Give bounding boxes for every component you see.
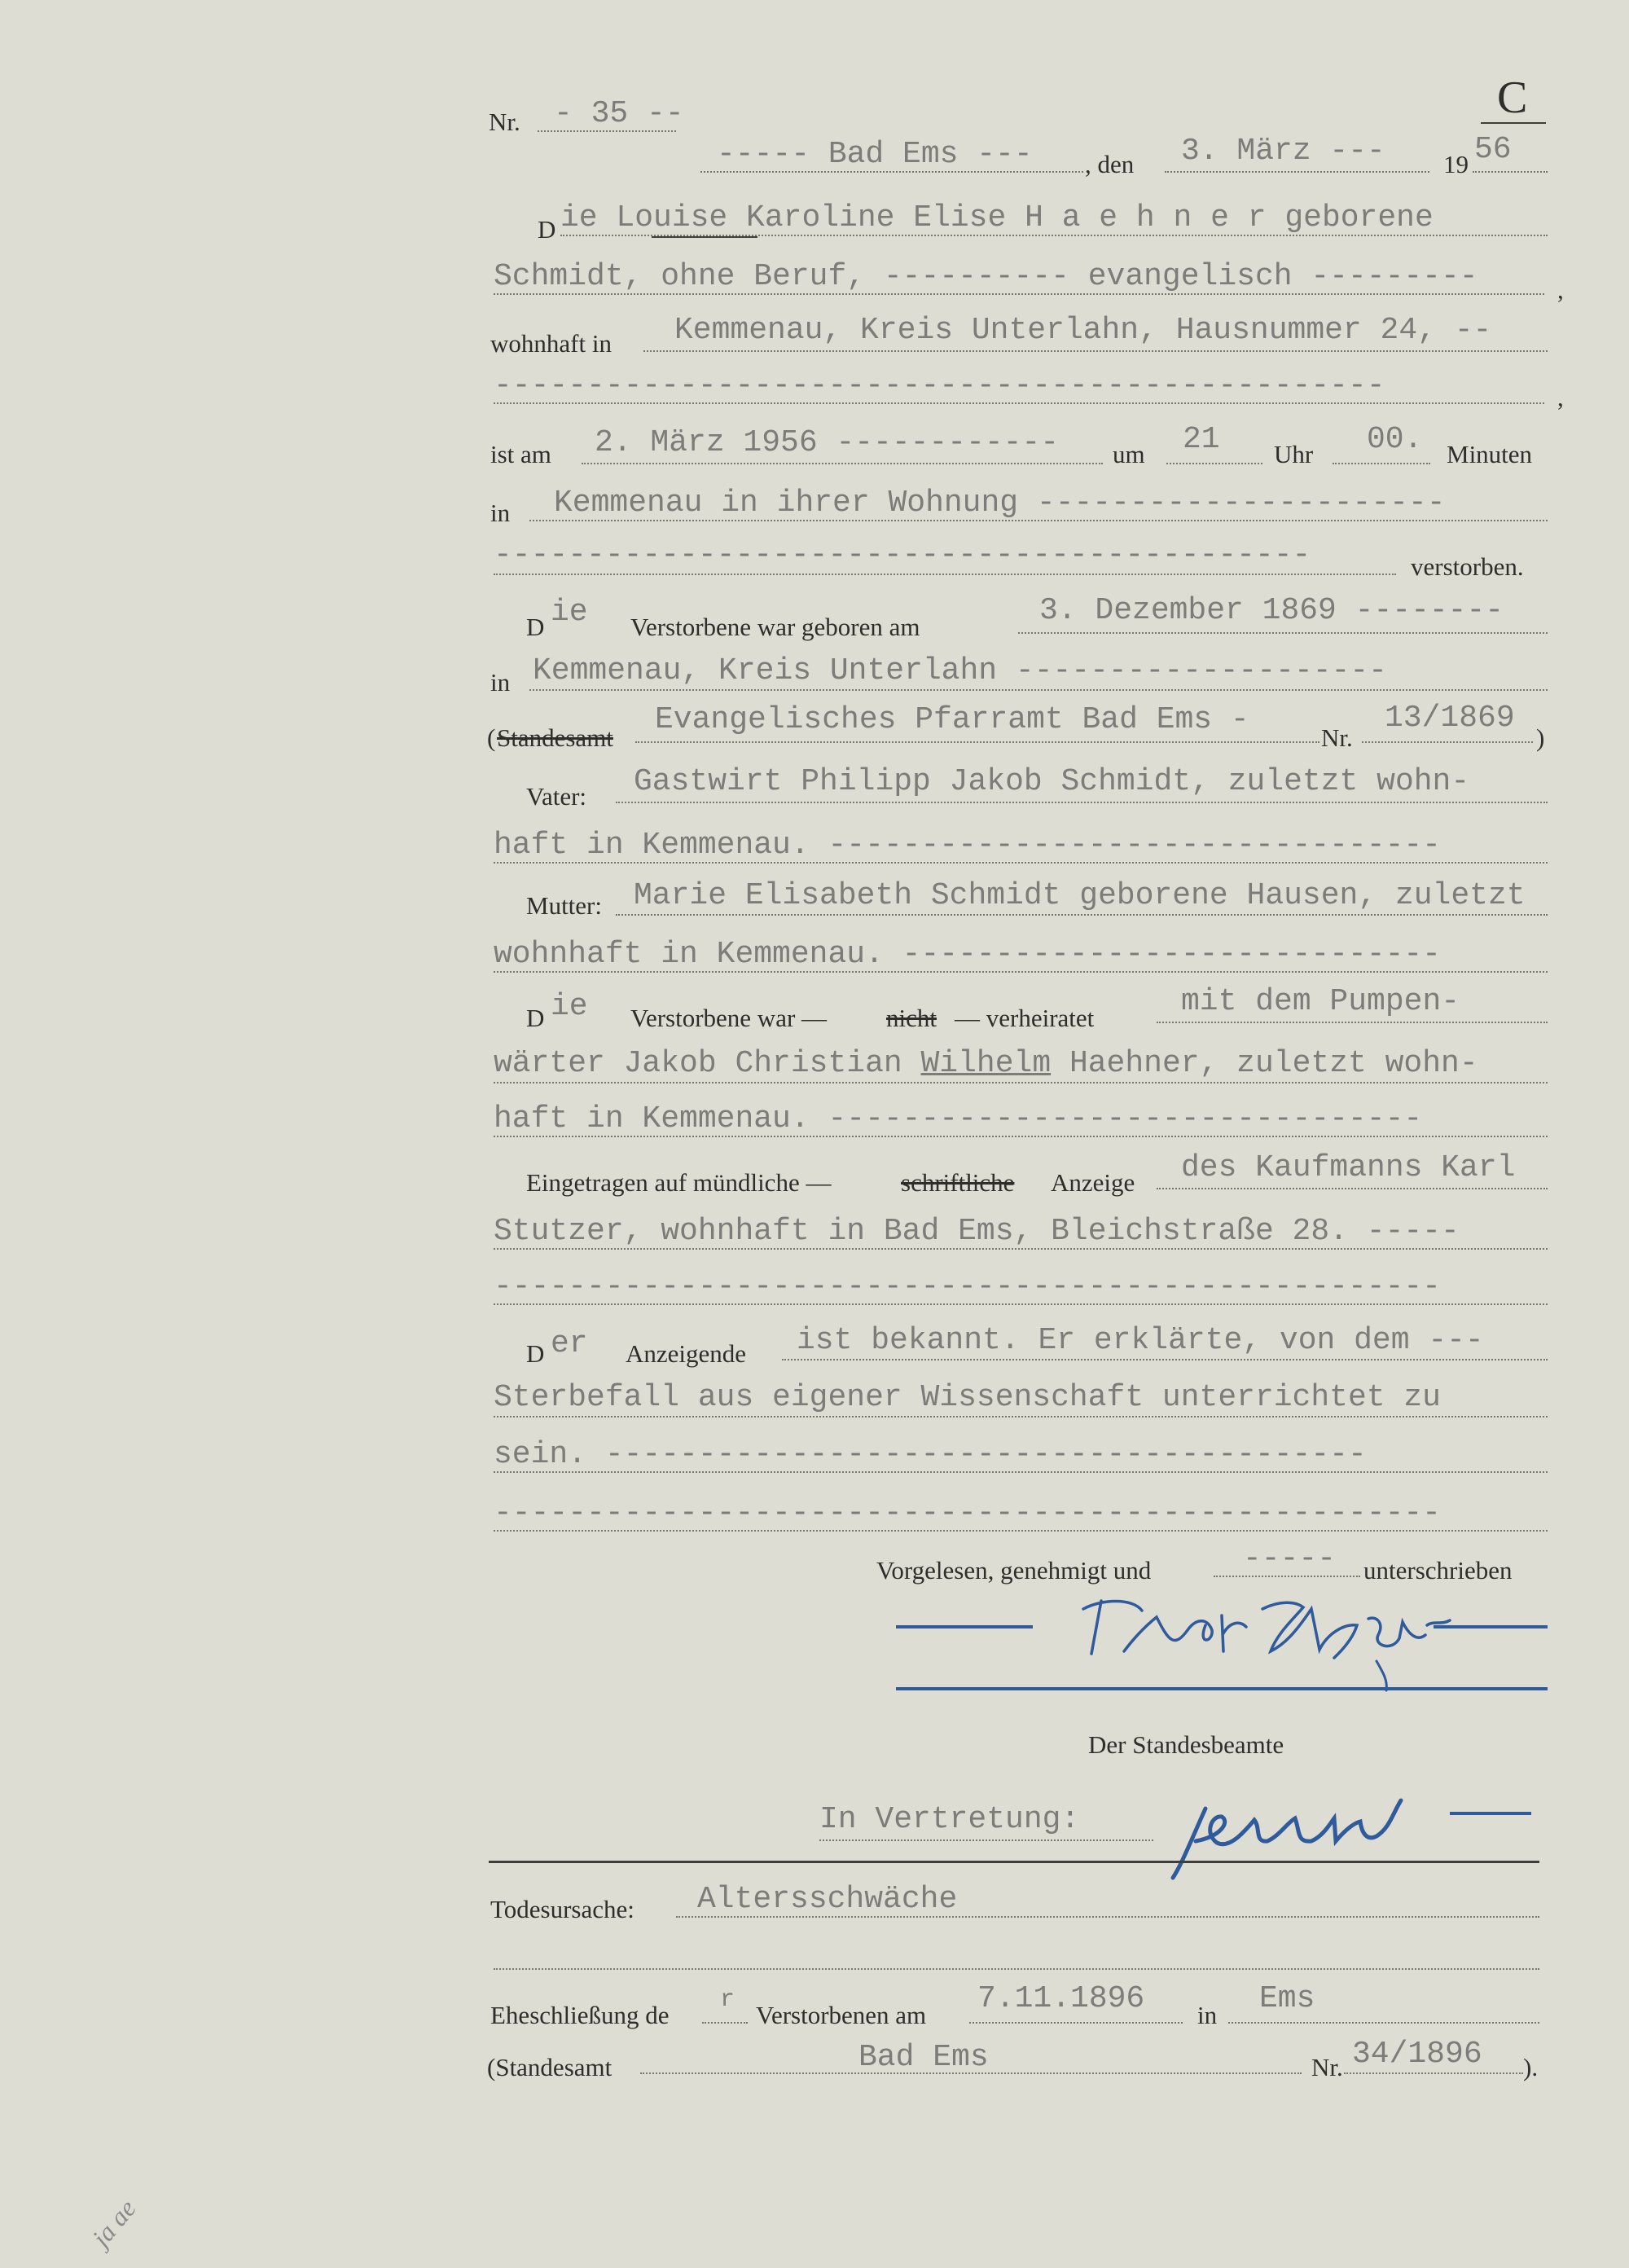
comma-2: ,: [1557, 383, 1564, 411]
minuten-label: Minuten: [1447, 440, 1533, 468]
reporter-signature: [888, 1576, 1556, 1707]
footer-nr-label: Nr.: [1311, 2053, 1343, 2081]
date-header: 3. März ---: [1181, 134, 1385, 169]
um-label: um: [1113, 440, 1145, 468]
reporter-line-2: Stutzer, wohnhaft in Bad Ems, Bleichstraße 28. -----: [494, 1214, 1460, 1249]
reporter-line-1: des Kaufmanns Karl: [1181, 1150, 1516, 1185]
todesursache-value: Altersschwäche: [697, 1882, 958, 1917]
verheiratet-label: — verheiratet: [955, 1004, 1095, 1032]
vertretung-label: In Vertretung:: [819, 1802, 1080, 1837]
eingetragen-label: Eingetragen auf mündliche —: [526, 1168, 832, 1197]
standesbeamte-label: Der Standesbeamte: [1088, 1730, 1284, 1759]
declaration-line-1: ist bekannt. Er erklärte, von dem ---: [797, 1323, 1484, 1358]
open-paren: (: [487, 723, 496, 752]
death-hour: 21: [1183, 422, 1220, 457]
comma-1: ,: [1557, 275, 1564, 304]
birth-register-nr: 13/1869: [1385, 701, 1515, 736]
nr-value: - 35 --: [554, 96, 684, 131]
declaration-line-4: ---------------------------------------------------: [494, 1496, 1441, 1531]
d-suffix-4: er: [551, 1326, 588, 1361]
d-suffix-2: ie: [551, 595, 588, 630]
death-place-line-2: --------------------------------------------: [494, 538, 1311, 573]
declaration-line-2: Sterbefall aus eigener Wissenschaft unterrichtet zu: [494, 1380, 1441, 1415]
footer-close: ).: [1523, 2053, 1539, 2081]
birth-nr-label: Nr.: [1321, 723, 1353, 752]
vorgelesen-label: Vorgelesen, genehmigt und: [876, 1556, 1152, 1585]
place-header: ----- Bad Ems ---: [717, 137, 1033, 172]
standesamt-label-2: (Standesamt: [487, 2053, 613, 2081]
d-label-2: D: [526, 613, 545, 641]
mutter-label: Mutter:: [526, 891, 602, 920]
anzeige-label: Anzeige: [1051, 1168, 1135, 1197]
nicht-struck: nicht: [886, 1004, 937, 1032]
verstorben-label: verstorben.: [1411, 552, 1524, 581]
in-label-2: in: [490, 668, 511, 697]
spouse-line-1: mit dem Pumpen-: [1181, 984, 1460, 1019]
vater-line-2: haft in Kemmenau. ---------------------------------: [494, 828, 1441, 863]
d-label-1: D: [538, 215, 556, 244]
vorgelesen-fill: -----: [1243, 1541, 1337, 1576]
ist-am-label: ist am: [490, 440, 551, 468]
verstorbenen-am-label: Verstorbenen am: [756, 2001, 927, 2029]
vater-label: Vater:: [526, 782, 587, 811]
mutter-line-1: Marie Elisabeth Schmidt geborene Hausen, zuletzt: [634, 878, 1526, 913]
death-place-line-1: Kemmenau in ihrer Wohnung ----------------------: [554, 486, 1446, 521]
in-label-1: in: [490, 499, 511, 527]
deceased-name-line-2: Schmidt, ohne Beruf, ---------- evangelisch ---------: [494, 259, 1478, 294]
death-minutes: 00.: [1367, 422, 1423, 457]
form-letter-code: C: [1497, 73, 1528, 123]
marriage-date: 7.11.1896: [977, 1981, 1145, 2016]
address-line-2: ------------------------------------------------: [494, 368, 1385, 403]
verstorbene-war-label: Verstorbene war —: [630, 1004, 828, 1032]
eheschliessung-suffix: r: [720, 1986, 735, 2014]
deceased-name-line-1: ie Louise Karoline Elise H a e h n e r geborene: [560, 200, 1434, 235]
footer-nr-value: 34/1896: [1352, 2037, 1482, 2072]
anzeigende-label: Anzeigende: [626, 1339, 747, 1368]
den-label: , den: [1085, 150, 1135, 178]
spouse-line-3: haft in Kemmenau. --------------------------------: [494, 1101, 1423, 1136]
close-paren: ): [1536, 723, 1545, 752]
verstorbene-geboren-label: Verstorbene war geboren am: [630, 613, 920, 641]
standesamt-label-struck: Standesamt: [497, 723, 613, 752]
marriage-place: Ems: [1259, 1981, 1315, 2016]
birth-place: Kemmenau, Kreis Unterlahn --------------------: [533, 653, 1387, 688]
address-line-1: Kemmenau, Kreis Unterlahn, Hausnummer 24, --: [674, 313, 1492, 348]
d-suffix-3: ie: [551, 989, 588, 1024]
todesursache-label: Todesursache:: [490, 1895, 634, 1923]
d-label-3: D: [526, 1004, 545, 1032]
wohnhaft-label: wohnhaft in: [490, 329, 612, 358]
eheschliessung-label: Eheschließung de: [490, 2001, 670, 2029]
schriftliche-struck: schriftliche: [901, 1168, 1015, 1197]
spouse-line-2: wärter Jakob Christian Wilhelm Haehner, zuletzt wohn-: [494, 1046, 1478, 1081]
uhr-label: Uhr: [1274, 440, 1314, 468]
pencil-margin-note: ja ae: [86, 2193, 142, 2253]
unterschrieben-label: unterschrieben: [1363, 1556, 1513, 1585]
nr-label: Nr.: [489, 108, 520, 136]
d-label-4: D: [526, 1339, 545, 1368]
standesamt-value: Bad Ems: [858, 2040, 989, 2075]
reporter-line-3: ---------------------------------------------------: [494, 1269, 1441, 1304]
birth-register: Evangelisches Pfarramt Bad Ems -: [655, 702, 1249, 737]
mutter-line-2: wohnhaft in Kemmenau. -----------------------------: [494, 937, 1441, 972]
in-label-3: in: [1197, 2001, 1218, 2029]
death-date: 2. März 1956 ------------: [595, 425, 1060, 460]
birth-date: 3. Dezember 1869 --------: [1039, 593, 1504, 628]
vater-line-1: Gastwirt Philipp Jakob Schmidt, zuletzt wohn-: [634, 764, 1470, 799]
declaration-line-3: sein. -----------------------------------------: [494, 1437, 1367, 1472]
year-suffix: 56: [1474, 132, 1512, 167]
year-prefix: 19: [1443, 150, 1469, 178]
